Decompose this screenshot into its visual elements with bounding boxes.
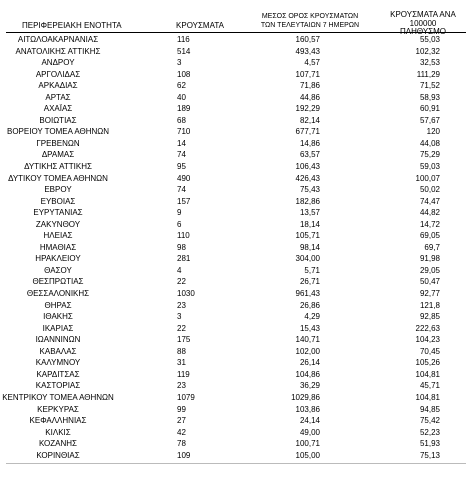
cases-cell: 88 bbox=[177, 346, 186, 356]
cases-cell: 4 bbox=[177, 265, 182, 275]
avg-7d-cell: 304,00 bbox=[295, 254, 320, 264]
cases-cell: 119 bbox=[177, 369, 190, 379]
avg-7d-cell: 104,86 bbox=[295, 369, 320, 379]
avg-7d-cell: 105,00 bbox=[295, 450, 320, 460]
per-100k-cell: 100,07 bbox=[415, 173, 440, 183]
per-100k-cell: 91,98 bbox=[419, 254, 440, 264]
table-row bbox=[0, 311, 470, 323]
region-cell: ΚΟΡΙΝΘΙΑΣ bbox=[36, 450, 80, 460]
per-100k-cell: 75,42 bbox=[419, 416, 440, 426]
per-100k-cell: 44,82 bbox=[419, 208, 440, 218]
per-100k-cell: 52,23 bbox=[419, 427, 440, 437]
region-cell: ΕΥΡΥΤΑΝΙΑΣ bbox=[33, 208, 83, 218]
cases-cell: 42 bbox=[177, 427, 186, 437]
avg-7d-cell: 107,71 bbox=[295, 69, 320, 79]
per-100k-cell: 69,7 bbox=[424, 242, 440, 252]
avg-7d-cell: 36,29 bbox=[299, 381, 320, 391]
avg-7d-cell: 182,86 bbox=[295, 196, 320, 206]
table-row bbox=[0, 438, 470, 450]
table-row bbox=[0, 300, 470, 312]
avg-7d-cell: 13,57 bbox=[299, 208, 320, 218]
region-cell: ΚΟΖΑΝΗΣ bbox=[38, 439, 78, 449]
region-cell: ΓΡΕΒΕΝΩΝ bbox=[36, 138, 80, 148]
region-cell: ΚΕΡΚΥΡΑΣ bbox=[37, 404, 79, 414]
cases-cell: 109 bbox=[177, 450, 191, 460]
table-row bbox=[0, 265, 470, 277]
avg-7d-cell: 24,14 bbox=[299, 416, 320, 426]
cases-cell: 6 bbox=[177, 219, 182, 229]
cases-cell: 78 bbox=[177, 439, 186, 449]
table-row bbox=[0, 253, 470, 265]
per-100k-cell: 75,13 bbox=[419, 450, 440, 460]
avg-7d-cell: 426,43 bbox=[295, 173, 320, 183]
per-100k-cell: 222,63 bbox=[415, 323, 440, 333]
table-row bbox=[0, 369, 470, 381]
per-100k-cell: 104,23 bbox=[415, 335, 440, 345]
avg-7d-cell: 26,14 bbox=[299, 358, 320, 368]
per-100k-cell: 59,03 bbox=[419, 162, 440, 172]
avg-7d-cell: 493,43 bbox=[295, 46, 320, 56]
data-table bbox=[0, 34, 470, 461]
per-100k-cell: 57,67 bbox=[419, 115, 440, 125]
avg-7d-cell: 49,00 bbox=[299, 427, 320, 437]
cases-cell: 189 bbox=[177, 104, 191, 114]
per-100k-cell: 14,72 bbox=[419, 219, 440, 229]
table-row bbox=[0, 415, 470, 427]
table-row bbox=[0, 323, 470, 335]
table-row bbox=[0, 138, 470, 150]
table-row bbox=[0, 450, 470, 462]
cases-cell: 68 bbox=[177, 115, 186, 125]
per-100k-cell: 121,8 bbox=[419, 300, 440, 310]
header-per-100k: ΚΡΟΥΣΜΑΤΑ ΑΝΑ 100000 ΠΛΗΘΥΣΜΟ bbox=[390, 10, 456, 36]
avg-7d-cell: 961,43 bbox=[295, 289, 320, 299]
table-row bbox=[0, 46, 470, 58]
table-bottom-rule bbox=[6, 463, 466, 464]
per-100k-cell: 51,93 bbox=[419, 439, 440, 449]
per-100k-cell: 120 bbox=[426, 127, 440, 137]
table-row bbox=[0, 404, 470, 416]
avg-7d-cell: 4,29 bbox=[304, 312, 320, 322]
cases-cell: 281 bbox=[177, 254, 191, 264]
region-cell: ΘΗΡΑΣ bbox=[44, 300, 72, 310]
cases-cell: 62 bbox=[177, 81, 186, 91]
region-cell: ΑΙΤΩΛΟΑΚΑΡΝΑΝΙΑΣ bbox=[17, 35, 99, 44]
avg-7d-cell: 192,29 bbox=[295, 104, 320, 114]
region-cell: ΔΥΤΙΚΟΥ ΤΟΜΕΑ ΑΘΗΝΩΝ bbox=[8, 173, 108, 183]
table-row bbox=[0, 230, 470, 242]
region-cell: ΔΥΤΙΚΗΣ ΑΤΤΙΚΗΣ bbox=[24, 162, 92, 172]
table-row bbox=[0, 357, 470, 369]
region-cell: ΕΥΒΟΙΑΣ bbox=[40, 196, 76, 206]
table-row bbox=[0, 34, 470, 46]
table-row bbox=[0, 427, 470, 439]
per-100k-cell: 111,29 bbox=[416, 69, 440, 79]
avg-7d-cell: 26,71 bbox=[299, 277, 320, 287]
cases-cell: 23 bbox=[177, 300, 186, 310]
per-100k-cell: 45,71 bbox=[419, 381, 440, 391]
region-cell: ΚΙΛΚΙΣ bbox=[45, 427, 71, 437]
cases-cell: 3 bbox=[177, 312, 182, 322]
table-row bbox=[0, 69, 470, 81]
avg-7d-cell: 98,14 bbox=[299, 242, 320, 252]
avg-7d-cell: 4,57 bbox=[304, 58, 320, 68]
region-cell: ΙΚΑΡΙΑΣ bbox=[42, 323, 74, 333]
region-cell: ΒΟΙΩΤΙΑΣ bbox=[39, 115, 77, 125]
cases-cell: 9 bbox=[177, 208, 182, 218]
avg-7d-cell: 140,71 bbox=[295, 335, 320, 345]
table-row bbox=[0, 196, 470, 208]
avg-7d-cell: 75,43 bbox=[299, 185, 320, 195]
region-cell: ΗΡΑΚΛΕΙΟΥ bbox=[35, 254, 81, 264]
cases-cell: 157 bbox=[177, 196, 191, 206]
cases-cell: 108 bbox=[177, 69, 191, 79]
region-cell: ΚΑΒΑΛΑΣ bbox=[39, 346, 77, 356]
avg-7d-cell: 5,71 bbox=[304, 265, 320, 275]
table-row bbox=[0, 57, 470, 69]
per-100k-cell: 74,47 bbox=[419, 196, 440, 206]
per-100k-cell: 55,03 bbox=[419, 35, 440, 44]
per-100k-cell: 50,47 bbox=[419, 277, 440, 287]
per-100k-cell: 92,85 bbox=[419, 312, 440, 322]
table-row bbox=[0, 392, 470, 404]
region-cell: ΚΑΛΥΜΝΟΥ bbox=[35, 358, 81, 368]
per-100k-cell: 75,29 bbox=[419, 150, 440, 160]
table-row bbox=[0, 173, 470, 185]
table-row bbox=[0, 126, 470, 138]
cases-cell: 74 bbox=[177, 150, 186, 160]
table-row bbox=[0, 115, 470, 127]
per-100k-cell: 71,52 bbox=[419, 81, 440, 91]
table-row bbox=[0, 92, 470, 104]
cases-cell: 27 bbox=[177, 416, 186, 426]
region-cell: ΙΩΑΝΝΙΝΩΝ bbox=[35, 335, 81, 345]
region-cell: ΚΑΣΤΟΡΙΑΣ bbox=[35, 381, 81, 391]
cases-cell: 1079 bbox=[177, 392, 195, 402]
region-cell: ΑΡΓΟΛΙΔΑΣ bbox=[35, 69, 81, 79]
cases-cell: 490 bbox=[177, 173, 191, 183]
cases-cell: 175 bbox=[177, 335, 191, 345]
cases-cell: 74 bbox=[177, 185, 186, 195]
cases-cell: 40 bbox=[177, 92, 186, 102]
table-row bbox=[0, 149, 470, 161]
avg-7d-cell: 100,71 bbox=[295, 439, 320, 449]
avg-7d-cell: 1029,86 bbox=[291, 392, 320, 402]
avg-7d-cell: 82,14 bbox=[299, 115, 320, 125]
region-cell: ΗΜΑΘΙΑΣ bbox=[39, 242, 77, 252]
region-cell: ΑΧΑΪΑΣ bbox=[43, 104, 73, 114]
table-row bbox=[0, 80, 470, 92]
region-cell: ΖΑΚΥΝΘΟΥ bbox=[35, 219, 81, 229]
cases-cell: 31 bbox=[177, 358, 186, 368]
cases-cell: 99 bbox=[177, 404, 186, 414]
region-cell: ΑΝΔΡΟΥ bbox=[41, 58, 75, 68]
region-cell: ΚΕΝΤΡΙΚΟΥ ΤΟΜΕΑ ΑΘΗΝΩΝ bbox=[2, 392, 114, 402]
region-cell: ΚΑΡΔΙΤΣΑΣ bbox=[36, 369, 80, 379]
cases-cell: 110 bbox=[177, 231, 190, 241]
per-100k-cell: 70,45 bbox=[419, 346, 440, 356]
per-100k-cell: 104,81 bbox=[415, 392, 440, 402]
table-row bbox=[0, 219, 470, 231]
avg-7d-cell: 26,86 bbox=[299, 300, 320, 310]
avg-7d-cell: 44,86 bbox=[299, 92, 320, 102]
table-row bbox=[0, 276, 470, 288]
avg-7d-cell: 105,71 bbox=[295, 231, 320, 241]
avg-7d-cell: 160,57 bbox=[295, 35, 320, 44]
region-cell: ΑΡΤΑΣ bbox=[45, 92, 71, 102]
avg-7d-cell: 71,86 bbox=[299, 81, 320, 91]
cases-cell: 3 bbox=[177, 58, 182, 68]
per-100k-cell: 32,53 bbox=[419, 58, 440, 68]
region-cell: ΘΕΣΣΑΛΟΝΙΚΗΣ bbox=[26, 289, 90, 299]
table-row bbox=[0, 380, 470, 392]
table-row bbox=[0, 288, 470, 300]
per-100k-cell: 58,93 bbox=[419, 92, 440, 102]
cases-cell: 14 bbox=[177, 138, 186, 148]
table-row bbox=[0, 184, 470, 196]
cases-cell: 23 bbox=[177, 381, 186, 391]
per-100k-cell: 69,05 bbox=[419, 231, 440, 241]
header-rule bbox=[6, 32, 466, 33]
avg-7d-cell: 63,57 bbox=[299, 150, 320, 160]
region-cell: ΔΡΑΜΑΣ bbox=[41, 150, 75, 160]
cases-cell: 116 bbox=[177, 35, 190, 44]
per-100k-cell: 44,08 bbox=[419, 138, 440, 148]
region-cell: ΘΑΣΟΥ bbox=[44, 265, 72, 275]
region-cell: ΗΛΕΙΑΣ bbox=[43, 231, 73, 241]
table-row bbox=[0, 161, 470, 173]
per-100k-cell: 92,77 bbox=[419, 289, 440, 299]
per-100k-cell: 94,85 bbox=[419, 404, 440, 414]
region-cell: ΒΟΡΕΙΟΥ ΤΟΜΕΑ ΑΘΗΝΩΝ bbox=[6, 127, 110, 137]
region-cell: ΘΕΣΠΡΩΤΙΑΣ bbox=[32, 277, 84, 287]
per-100k-cell: 50,02 bbox=[419, 185, 440, 195]
cases-cell: 514 bbox=[177, 46, 191, 56]
per-100k-cell: 102,32 bbox=[415, 46, 440, 56]
region-cell: ΑΝΑΤΟΛΙΚΗΣ ΑΤΤΙΚΗΣ bbox=[15, 46, 101, 56]
cases-cell: 710 bbox=[177, 127, 191, 137]
header-region: ΠΕΡΙΦΕΡΕΙΑΚΗ ΕΝΟΤΗΤΑ bbox=[22, 21, 122, 30]
avg-7d-cell: 677,71 bbox=[295, 127, 320, 137]
per-100k-cell: 104,81 bbox=[415, 369, 440, 379]
avg-7d-cell: 106,43 bbox=[295, 162, 320, 172]
avg-7d-cell: 15,43 bbox=[299, 323, 320, 333]
per-100k-cell: 105,26 bbox=[415, 358, 440, 368]
cases-cell: 98 bbox=[177, 242, 186, 252]
region-cell: ΑΡΚΑΔΙΑΣ bbox=[38, 81, 78, 91]
region-cell: ΙΘΑΚΗΣ bbox=[43, 312, 73, 322]
table-row bbox=[0, 207, 470, 219]
table-row bbox=[0, 346, 470, 358]
cases-cell: 22 bbox=[177, 277, 186, 287]
table-row bbox=[0, 103, 470, 115]
table-row bbox=[0, 334, 470, 346]
region-cell: ΚΕΦΑΛΛΗΝΙΑΣ bbox=[29, 416, 87, 426]
per-100k-cell: 60,91 bbox=[419, 104, 440, 114]
avg-7d-cell: 14,86 bbox=[299, 138, 320, 148]
header-cases: ΚΡΟΥΣΜΑΤΑ bbox=[176, 21, 224, 30]
cases-cell: 22 bbox=[177, 323, 186, 333]
cases-cell: 1030 bbox=[177, 289, 195, 299]
avg-7d-cell: 18,14 bbox=[299, 219, 320, 229]
region-cell: ΕΒΡΟΥ bbox=[44, 185, 72, 195]
header-avg-7d: ΜΕΣΟΣ ΟΡΟΣ ΚΡΟΥΣΜΑΤΩΝ ΤΩΝ ΤΕΛΕΥΤΑΙΩΝ 7 ΗΜΕΡΩΝ bbox=[260, 13, 360, 29]
table-row bbox=[0, 242, 470, 254]
cases-cell: 95 bbox=[177, 162, 186, 172]
avg-7d-cell: 102,00 bbox=[295, 346, 320, 356]
avg-7d-cell: 103,86 bbox=[295, 404, 320, 414]
per-100k-cell: 29,05 bbox=[419, 265, 440, 275]
